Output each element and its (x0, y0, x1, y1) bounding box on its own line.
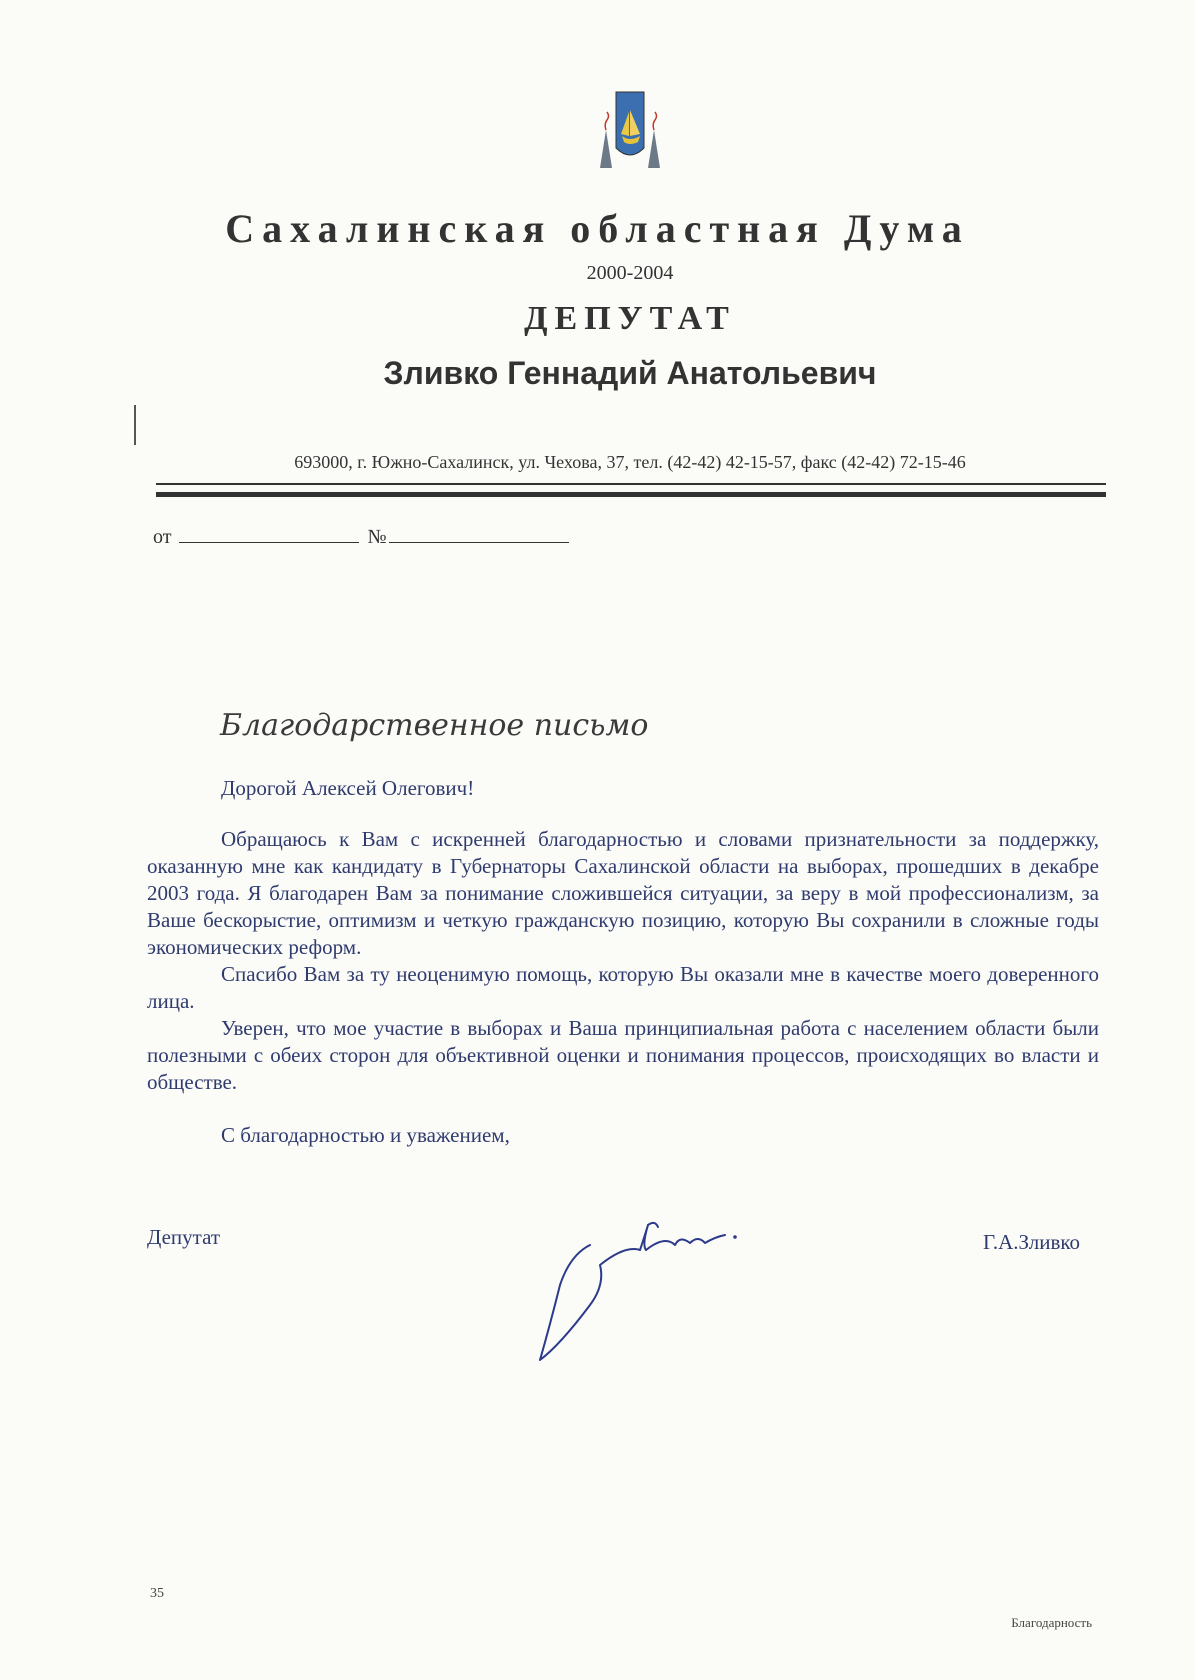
salutation: Дорогой Алексей Олегович! (221, 776, 475, 800)
handwritten-signature (530, 1205, 760, 1365)
reference-line (153, 522, 569, 549)
paragraph: Спасибо Вам за ту неоценимую помощь, которую Вы оказали мне в качестве моего доверенного лица. (147, 962, 1099, 1013)
page-number: 35 (150, 1586, 164, 1601)
contact-address: 693000, г. Южно-Сахалинск, ул. Чехова, 37, тел. (42-42) 42-15-57, факс (42-42) 72-15-46 (294, 452, 966, 472)
margin-mark (134, 405, 136, 445)
date-blank (179, 522, 359, 543)
deputy-heading: ДЕПУТАТ (524, 300, 736, 337)
sakhalin-coat-of-arms-icon (586, 90, 676, 180)
signatory-role: Депутат (147, 1225, 221, 1249)
organization-title: Сахалинская областная Дума (225, 206, 970, 251)
number-blank (389, 522, 569, 543)
letter-title: Благодарственное письмо (220, 708, 649, 743)
letter-body (147, 775, 1099, 1149)
signatory-name: Г.А.Зливко (983, 1230, 1080, 1254)
closing-line: С благодарностью и уважением, (221, 1123, 510, 1147)
convocation-years: 2000-2004 (586, 262, 674, 284)
deputy-name: Зливко Геннадий Анатольевич (383, 355, 877, 391)
header-divider-thick (156, 492, 1106, 497)
paragraph: Уверен, что мое участие в выборах и Ваша принципиальная работа с населением области были полезными с обеих сторон для объективной оценки и понимания процессов, происходящих во власти и обществе. (147, 1016, 1099, 1094)
footer-label: Благодарность (1011, 1615, 1092, 1630)
header-divider-thin (156, 483, 1106, 485)
from-label: от (153, 526, 172, 548)
paragraph: Обращаюсь к Вам с искренней благодарностью и словами признательности за поддержку, оказанную мне как кандидату в Губернаторы Сахалинской области на выборах, прошедших в декабре 2003 года. Я благодарен Вам за понимание сложившейся ситуации, за веру в мой профессионализм, за Ваше бескорыстие, оптимизм и четкую гражданскую позицию, которую Вы сохранили в сложные годы экономических реформ. (147, 827, 1099, 959)
number-label: № (367, 526, 387, 548)
